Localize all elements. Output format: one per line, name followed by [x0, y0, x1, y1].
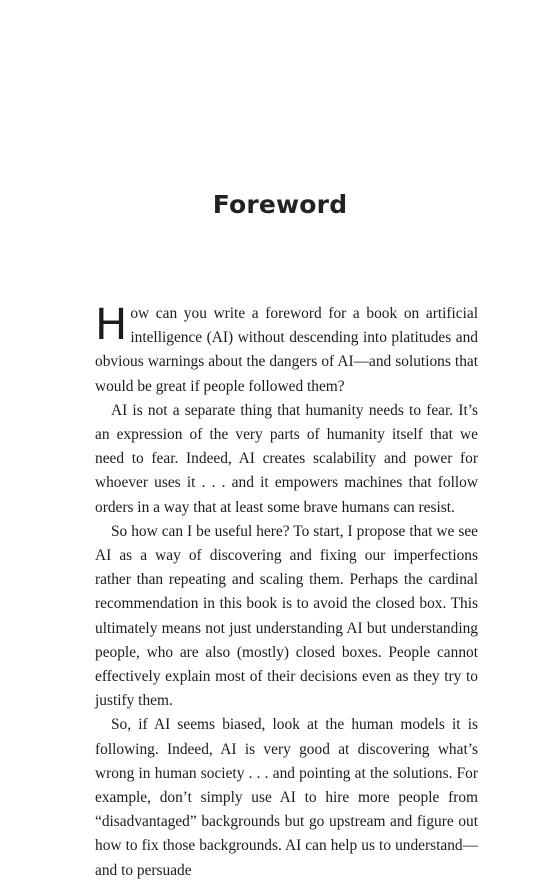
paragraph-1-text: ow can you write a foreword for a book on artificial intelligence (AI) without descending into platitudes and obvious warnings about the dangers of AI—and solutions that would be great if people followed them? — [95, 305, 478, 395]
drop-cap: H — [95, 300, 128, 350]
paragraph-1 — [95, 302, 478, 399]
paragraph-3: So how can I be useful here? To start, I propose that we see AI as a way of discovering and fixing our imperfections rather than repeating and scaling them. Perhaps the cardinal recommendation in this book is to avoid the closed box. This ultimately means not just understanding AI but understanding people, who are also (mostly) closed boxes. People cannot effectively explain most of their decisions even as they try to justify them. — [95, 522, 478, 710]
paragraph-4: So, if AI seems biased, look at the human models it is following. Indeed, AI is very good at discovering what’s wrong in human society . . . and pointing at the solutions. For example, don’t simply use AI to hire more people from “disadvantaged” backgrounds but go upstream and figure out how to fix those backgrounds. AI can help us to understand—and to persuade — [95, 716, 478, 879]
paragraph-2: AI is not a separate thing that humanity needs to fear. It’s an expression of the very parts of humanity itself that we need to fear. Indeed, AI creates scalability and power for whoever uses it . . . and it empowers machines that follow orders in a way that at least some brave humans can resist. — [95, 401, 478, 516]
chapter-title: Foreword — [212, 190, 348, 219]
foreword-body — [95, 302, 478, 883]
